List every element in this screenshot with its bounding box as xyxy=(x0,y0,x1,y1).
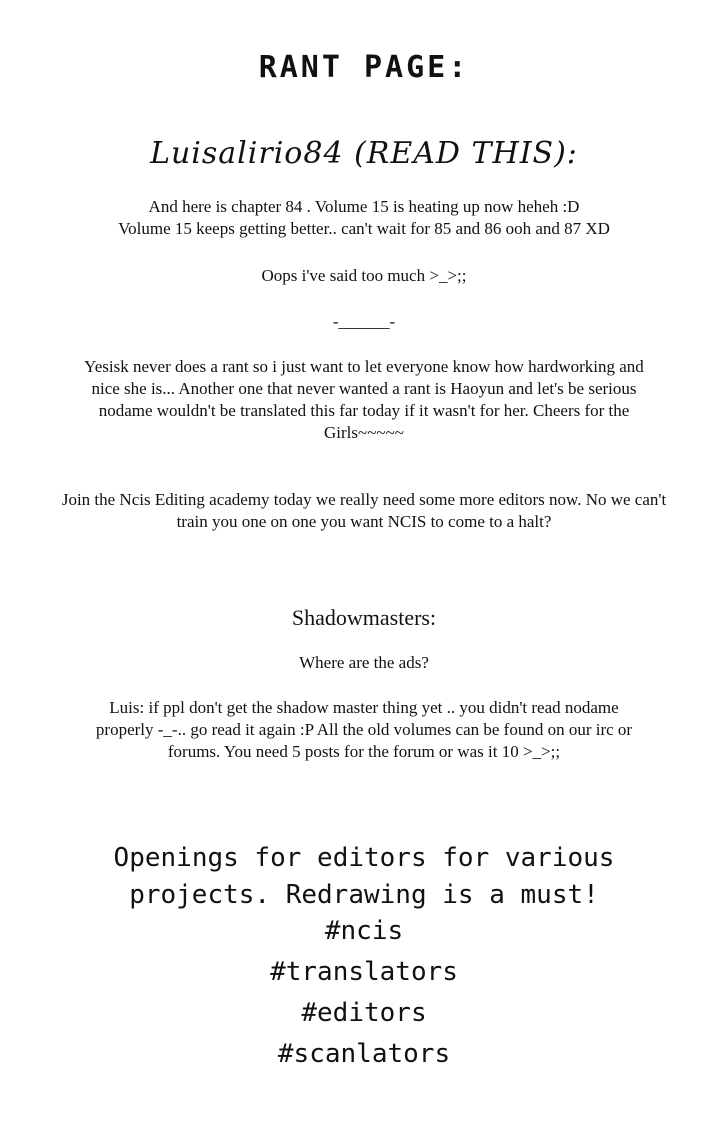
intro-line-2: Volume 15 keeps getting better.. can't wait for 85 and 86 ooh and 87 XD xyxy=(118,219,610,238)
thanks-paragraph: Yesisk never does a rant so i just want to let everyone know how hardworking and nice she is... Another one that never wanted a rant is Haoyun and let's be serious nodame wouldn't be translated this far today if it wasn't for her. Cheers for the Girls~~~~~ xyxy=(84,357,644,442)
academy-paragraph: Join the Ncis Editing academy today we really need some more editors now. No we can't train you one on one you want NCIS to come to a halt? xyxy=(61,490,667,531)
page-title: RANT PAGE: xyxy=(258,50,470,85)
channel-scanlators: #scanlators xyxy=(277,1039,451,1069)
intro-text xyxy=(0,196,728,240)
openings-announcement: Openings for editors for various projects. Redrawing is a must! xyxy=(113,843,615,910)
intro-line-1: And here is chapter 84 . Volume 15 is heating up now heheh :D xyxy=(148,197,580,216)
shadowmasters-answer: Luis: if ppl don't get the shadow master thing yet .. you didn't read nodame properly -_-.. go read it again :P All the old volumes can be found on our irc or forums. You need 5 posts for the forum or was it 10 >_>;; xyxy=(95,698,633,761)
shadowmasters-question: Where are the ads? xyxy=(299,653,429,672)
divider-text: -______- xyxy=(332,312,396,331)
shadowmasters-heading: Shadowmasters: xyxy=(291,605,437,630)
channel-editors: #editors xyxy=(301,998,427,1028)
oops-text: Oops i've said too much >_>;; xyxy=(261,266,467,285)
channel-ncis: #ncis xyxy=(324,916,404,946)
channel-translators: #translators xyxy=(270,957,458,987)
section-subtitle: Luisalirio84 (READ THIS): xyxy=(150,136,578,171)
